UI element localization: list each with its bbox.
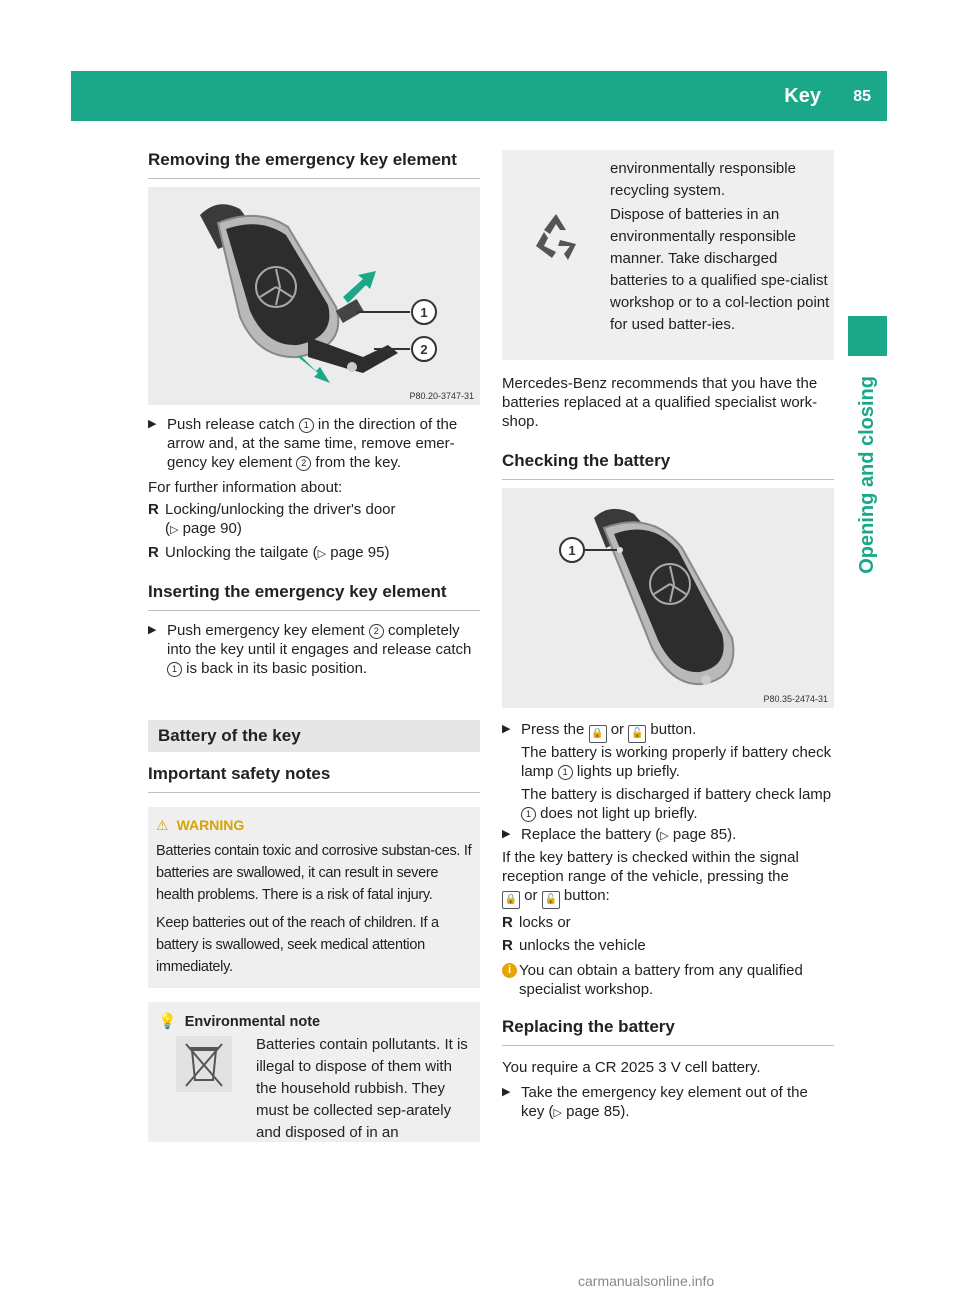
bullet-icon: R bbox=[502, 914, 513, 931]
info-note bbox=[502, 961, 834, 999]
callout-1: 1 bbox=[568, 543, 576, 558]
side-tab-label: Opening and closing bbox=[856, 376, 878, 574]
warning-title: WARNING bbox=[176, 817, 245, 833]
key-check-illustration bbox=[502, 488, 834, 708]
env-note-text: Batteries contain pollutants. It is illegal to dispose of them with the household rubbish. They must be collected sep-arately and disposed of in an bbox=[256, 1036, 468, 1141]
header-divider bbox=[904, 71, 907, 121]
instruction-step bbox=[502, 825, 834, 846]
instruction-step bbox=[148, 621, 480, 678]
header-section-title: Key bbox=[784, 85, 821, 107]
step-text: button. bbox=[646, 721, 697, 738]
page-link[interactable]: page 85). bbox=[668, 826, 737, 843]
figure-code: P80.20-3747-31 bbox=[409, 391, 474, 401]
step-arrow-icon: ▶ bbox=[148, 418, 157, 430]
step-text: from the key. bbox=[311, 454, 402, 471]
crossed-bin-icon bbox=[176, 1036, 232, 1092]
warning-triangle-icon: ⚠ bbox=[156, 817, 169, 833]
step-text: Push release catch bbox=[167, 416, 299, 433]
info-text: You can obtain a battery from any qualified specialist workshop. bbox=[519, 962, 803, 998]
warning-text: Keep batteries out of the reach of children. If a battery is swallowed, seek medical attention immediately. bbox=[156, 915, 439, 975]
step-text: lights up briefly. bbox=[572, 763, 680, 780]
condition-text bbox=[502, 848, 834, 909]
list-item bbox=[148, 500, 480, 540]
page-link[interactable]: page 90) bbox=[178, 520, 242, 537]
step-text: Push emergency key element bbox=[167, 622, 369, 639]
heading-safety-notes: Important safety notes bbox=[148, 764, 480, 793]
unlock-button-icon: 🔓 bbox=[542, 891, 560, 909]
step-text: Press the bbox=[521, 721, 589, 738]
step-text: completely into the key until it engages and release catch bbox=[167, 622, 472, 658]
lock-button-icon: 🔒 bbox=[502, 891, 520, 909]
figure-key-removal bbox=[148, 187, 480, 405]
step-arrow-icon: ▶ bbox=[502, 723, 511, 735]
environmental-note-continued bbox=[502, 150, 834, 360]
figure-key-check bbox=[502, 488, 834, 708]
callout-ref: 1 bbox=[299, 418, 314, 433]
requirement-text: You require a CR 2025 3 V cell battery. bbox=[502, 1059, 761, 1076]
callout-ref: 1 bbox=[521, 807, 536, 822]
list-text: Unlocking the tailgate ( bbox=[165, 544, 318, 561]
env-note-text: Dispose of batteries in an environmentally responsible manner. Take discharged batteries to a qualified spe-cialist workshop or to a col-lection point for used batter-ies. bbox=[610, 206, 830, 333]
heading-checking-battery: Checking the battery bbox=[502, 451, 834, 480]
header-bar bbox=[71, 71, 887, 121]
further-info-label: For further information about: bbox=[148, 479, 343, 496]
env-note-header bbox=[158, 1012, 320, 1030]
step-text: Take the emergency key element out of the key ( bbox=[521, 1084, 808, 1120]
page-link[interactable]: page 85). bbox=[561, 1103, 630, 1120]
step-text: in the direction of the arrow and, at the same time, remove emer-gency key element bbox=[167, 416, 458, 471]
warning-text: Batteries contain toxic and corrosive substan-ces. If batteries are swallowed, it can result in severe health problems. There is a risk of fatal injury. bbox=[156, 843, 472, 903]
callout-ref: 2 bbox=[369, 624, 384, 639]
figure-code: P80.35-2474-31 bbox=[763, 694, 828, 704]
left-column bbox=[148, 150, 480, 1142]
step-text: does not light up briefly. bbox=[536, 805, 698, 822]
step-arrow-icon: ▶ bbox=[502, 828, 511, 840]
lock-button-icon: 🔒 bbox=[589, 725, 607, 743]
env-note-text: environmentally responsible recycling system. bbox=[610, 160, 796, 199]
watermark: carmanualsonline.info bbox=[578, 1273, 715, 1289]
callout-2: 2 bbox=[420, 342, 428, 357]
step-text: The battery is discharged if battery check lamp bbox=[521, 786, 832, 803]
instruction-step bbox=[502, 720, 834, 823]
condition-text-part: button: bbox=[559, 887, 610, 904]
section-band-battery: Battery of the key bbox=[148, 720, 480, 752]
condition-text-part: or bbox=[520, 887, 542, 904]
environmental-note-box bbox=[148, 1002, 480, 1142]
heading-inserting-key: Inserting the emergency key element bbox=[148, 582, 480, 611]
list-item bbox=[148, 543, 480, 564]
bullet-icon: R bbox=[148, 544, 159, 561]
list-text: Locking/unlocking the driver's door bbox=[165, 501, 396, 518]
callout-ref: 1 bbox=[167, 662, 182, 677]
step-arrow-icon: ▶ bbox=[148, 624, 157, 636]
instruction-step bbox=[502, 1083, 834, 1123]
page-link[interactable]: page 95) bbox=[326, 544, 390, 561]
bullet-icon: R bbox=[148, 501, 159, 518]
callout-ref: 2 bbox=[296, 456, 311, 471]
bullet-icon: R bbox=[502, 937, 513, 954]
step-text: The battery is working properly if battery check lamp bbox=[521, 744, 832, 780]
callout-1: 1 bbox=[420, 305, 428, 320]
step-arrow-icon: ▶ bbox=[502, 1086, 511, 1098]
list-text: locks or bbox=[519, 914, 571, 931]
instruction-step bbox=[148, 415, 480, 472]
warning-box bbox=[148, 807, 480, 988]
list-item bbox=[502, 936, 834, 955]
step-text: is back in its basic position. bbox=[182, 660, 368, 677]
right-column bbox=[502, 150, 834, 1123]
page-ref-icon: ▷ bbox=[660, 830, 669, 842]
side-tab-label-wrap bbox=[853, 376, 882, 636]
recycling-icon bbox=[528, 208, 584, 264]
recommendation-text: Mercedes-Benz recommends that you have the batteries replaced at a qualified specialist work-shop. bbox=[502, 375, 818, 430]
step-text: or bbox=[606, 721, 629, 738]
page-ref-icon: ▷ bbox=[553, 1107, 562, 1119]
heading-replacing-battery: Replacing the battery bbox=[502, 1017, 834, 1046]
list-text: unlocks the vehicle bbox=[519, 937, 646, 954]
heading-removing-key: Removing the emergency key element bbox=[148, 150, 480, 179]
side-tab-marker bbox=[848, 316, 887, 356]
page-ref-icon: ▷ bbox=[170, 524, 179, 536]
info-icon: i bbox=[502, 963, 517, 978]
condition-text-part: If the key battery is checked within the signal reception range of the vehicle, pressing the bbox=[502, 849, 799, 885]
env-note-title: Environmental note bbox=[184, 1014, 321, 1030]
list-item bbox=[502, 913, 834, 932]
page-ref-icon: ▷ bbox=[317, 548, 327, 560]
step-text: Replace the battery ( bbox=[521, 826, 661, 843]
callout-ref: 1 bbox=[558, 765, 573, 780]
lightbulb-icon: 💡 bbox=[158, 1013, 177, 1030]
page-number: 85 bbox=[853, 88, 871, 105]
unlock-button-icon: 🔓 bbox=[628, 725, 646, 743]
list-text: ( bbox=[165, 520, 170, 537]
key-removal-illustration bbox=[148, 187, 480, 405]
